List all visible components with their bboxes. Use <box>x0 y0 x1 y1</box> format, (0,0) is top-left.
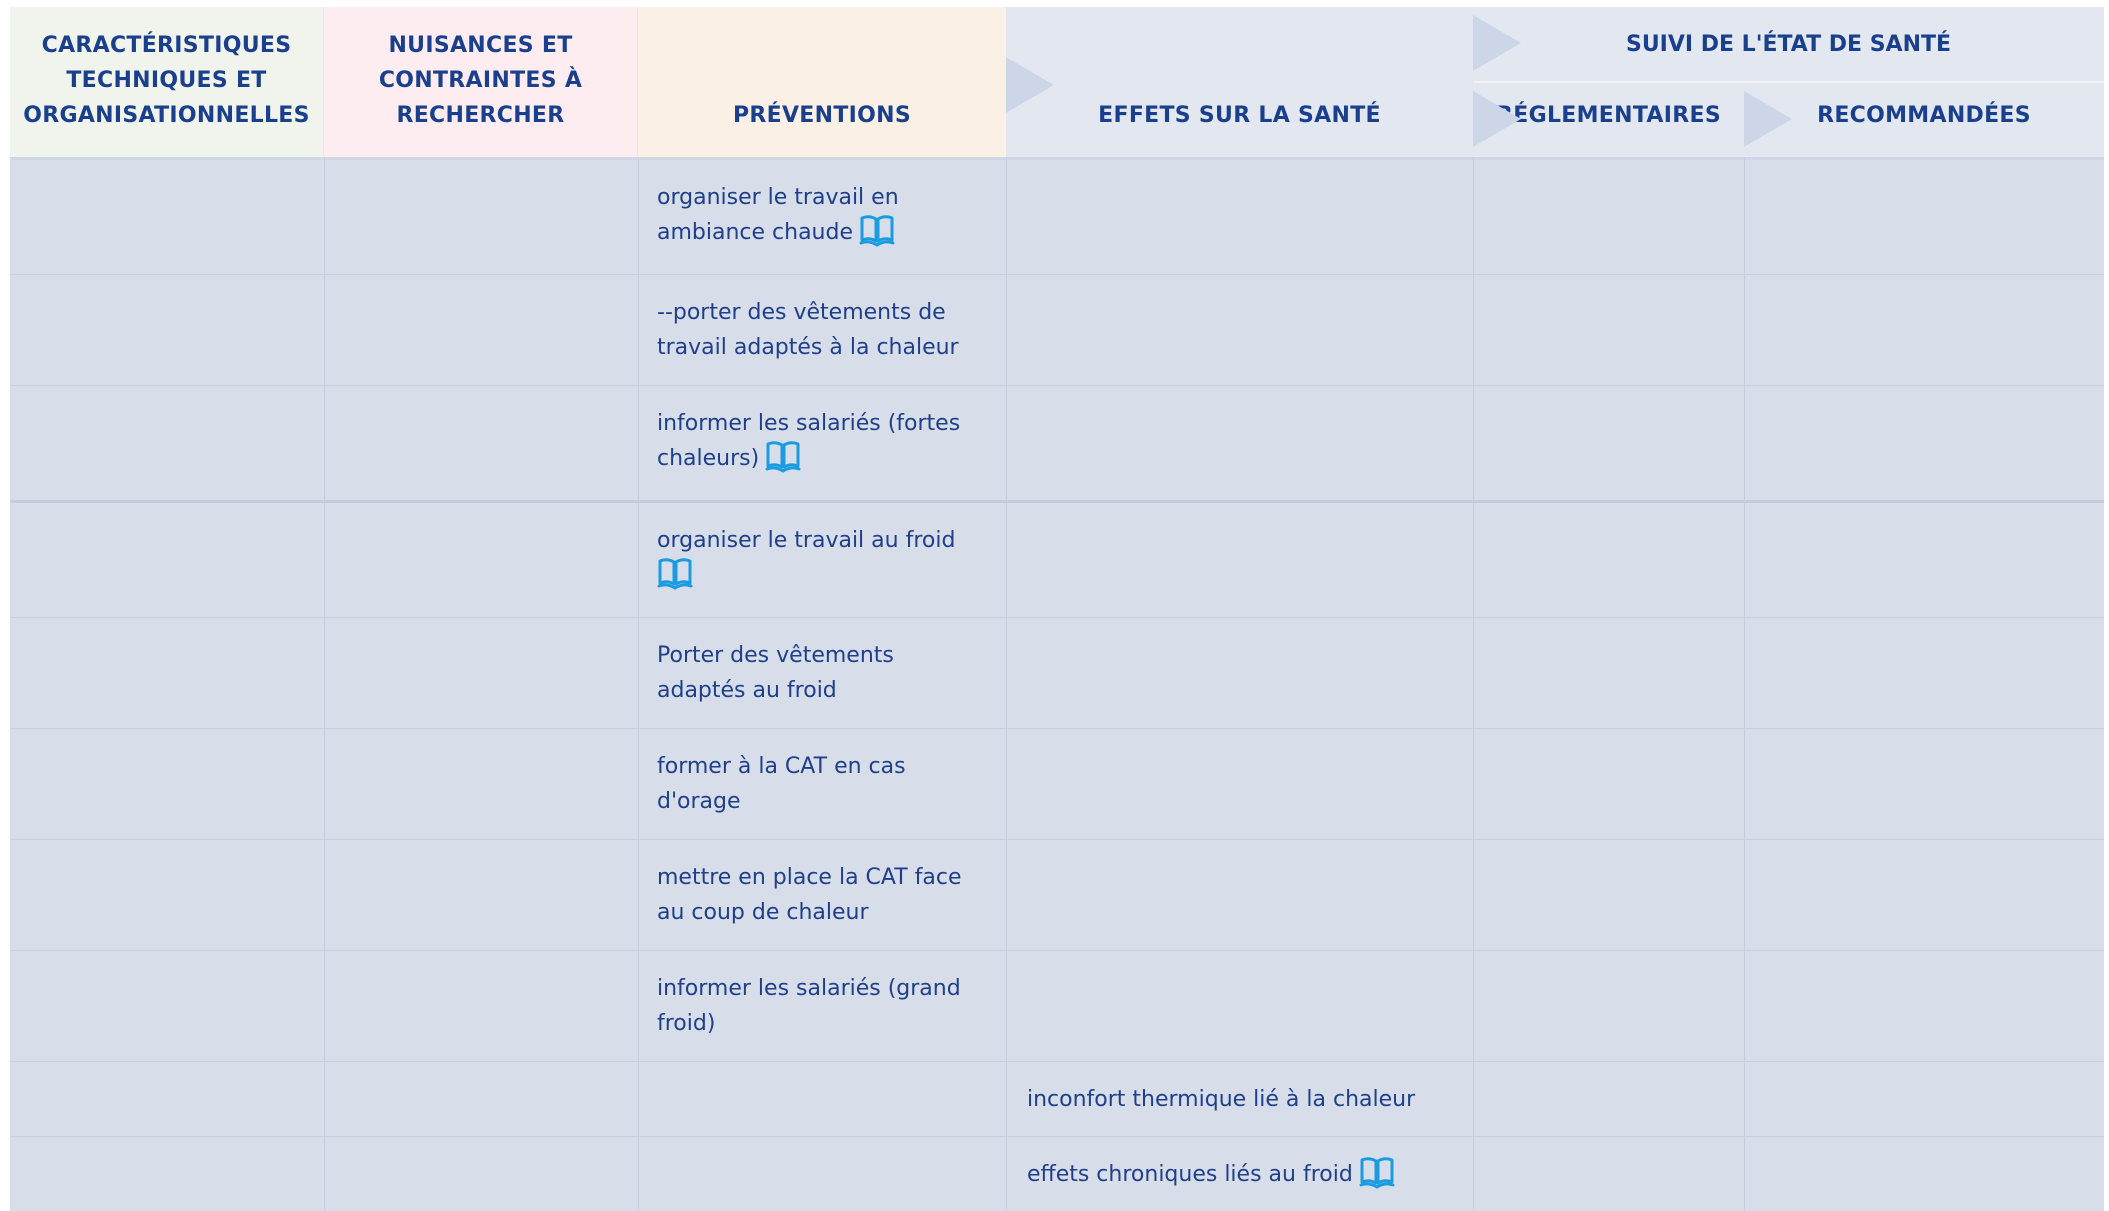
prevention-text: mettre en place la CAT face au coup de chaleur <box>657 865 962 925</box>
table-row <box>10 503 2104 618</box>
arrow-icon <box>1006 57 1054 113</box>
header-regulatory-label: RÉGLEMENTAIRES <box>1496 103 1721 128</box>
header-nuisances <box>324 7 638 157</box>
prevention-text: organiser le travail en ambiance chaude <box>657 185 899 245</box>
prevention-cell <box>657 860 987 930</box>
table-row <box>10 840 2104 951</box>
header-health-monitoring-label: SUIVI DE L'ÉTAT DE SANTÉ <box>1625 32 1952 57</box>
health-effect-cell <box>1027 1157 1467 1192</box>
prevention-cell <box>657 295 987 365</box>
prevention-text: informer les salariés (fortes chaleurs) <box>657 411 961 471</box>
prevention-cell <box>657 523 987 593</box>
table-row <box>10 618 2104 729</box>
prevention-text: --porter des vêtements de travail adaptés à la chaleur <box>657 300 959 360</box>
prevention-cell <box>657 180 987 250</box>
header-nuisances-label: NUISANCES ET CONTRAINTES À RECHERCHER <box>378 33 583 128</box>
book-open-icon[interactable] <box>859 213 895 247</box>
book-open-icon[interactable] <box>1359 1155 1395 1189</box>
header-recommended <box>1744 7 2104 157</box>
health-effect-text: effets chroniques liés au froid <box>1027 1162 1353 1187</box>
prevention-cell <box>657 749 957 819</box>
health-effect-text: inconfort thermique lié à la chaleur <box>1027 1087 1416 1112</box>
header-recommended-label: RECOMMANDÉES <box>1817 103 2031 128</box>
header-characteristics-label: CARACTÉRISTIQUES TECHNIQUES ET ORGANISATIONNELLES <box>23 33 310 128</box>
health-effect-cell <box>1027 1082 1467 1117</box>
prevention-cell <box>657 638 957 708</box>
risk-table <box>10 7 2104 1211</box>
prevention-text: organiser le travail au froid <box>657 528 956 553</box>
arrow-icon <box>1473 91 1521 147</box>
prevention-cell <box>657 406 987 476</box>
header-health-effects-label: EFFETS SUR LA SANTÉ <box>1098 103 1381 128</box>
prevention-text: former à la CAT en cas d'orage <box>657 754 906 814</box>
arrow-icon <box>1473 15 1521 71</box>
prevention-text: informer les salariés (grand froid) <box>657 976 961 1036</box>
header-preventions <box>638 7 1006 157</box>
table-row <box>10 951 2104 1062</box>
prevention-text: Porter des vêtements adaptés au froid <box>657 643 894 703</box>
header-characteristics <box>10 7 324 157</box>
table-row <box>10 729 2104 840</box>
header-preventions-label: PRÉVENTIONS <box>732 103 911 128</box>
header-health-effects <box>1006 7 1473 157</box>
book-open-icon[interactable] <box>765 439 801 473</box>
table-row <box>10 386 2104 503</box>
book-open-icon[interactable] <box>657 556 693 590</box>
prevention-cell <box>657 971 987 1041</box>
arrow-icon <box>1744 91 1792 147</box>
table-row <box>10 160 2104 275</box>
table-row <box>10 275 2104 386</box>
